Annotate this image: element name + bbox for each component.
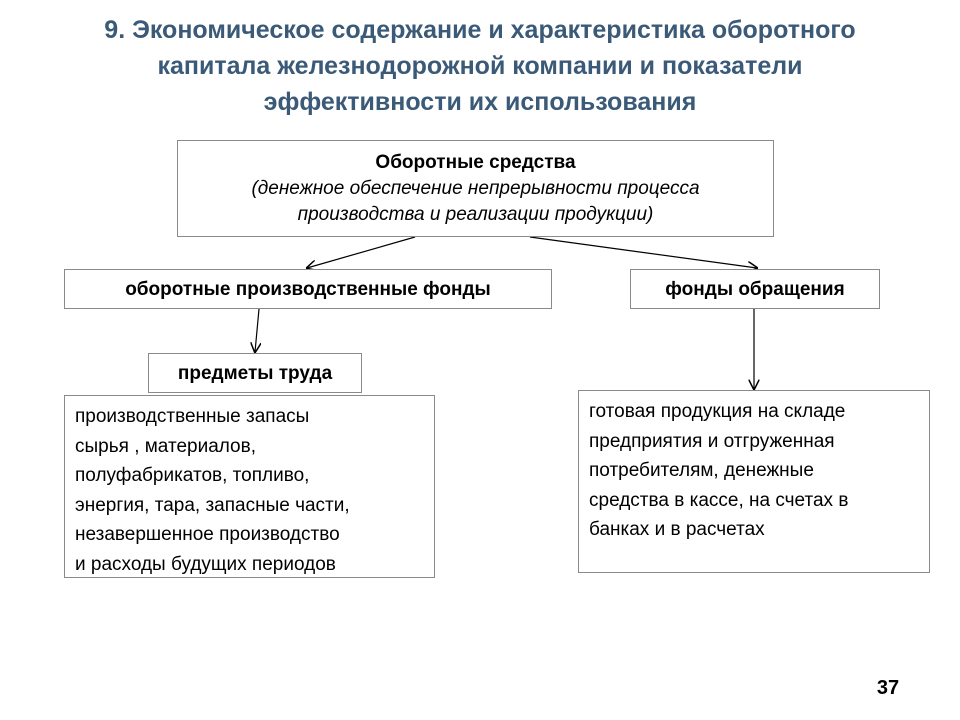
root-node-title: Оборотные средства xyxy=(375,152,576,173)
left-item-5: незавершенное производство xyxy=(75,524,340,545)
left-item-4: энергия, тара, запасные части, xyxy=(75,494,350,516)
right-item-1: готовая продукция на складе xyxy=(589,401,846,422)
mid-node-box: предметы труда xyxy=(148,353,362,393)
arrow-root-to-left xyxy=(307,237,415,268)
right-node-box: фонды обращения xyxy=(630,269,880,309)
title-line-3: эффективности их использования xyxy=(263,88,697,116)
right-item-5: банках и в расчетах xyxy=(589,519,765,540)
title-line-1: 9. Экономическое содержание и характеристика оборотного xyxy=(104,16,856,44)
left-item-2: сырья , материалов, xyxy=(75,435,257,457)
right-items-box xyxy=(578,390,930,573)
left-node-box: оборотные производственные фонды xyxy=(64,269,552,309)
right-item-3: потребителям, денежные xyxy=(589,460,814,481)
root-node-description xyxy=(178,176,773,228)
right-item-2: предприятия и отгруженная xyxy=(589,430,835,452)
left-item-3: полуфабрикатов, топливо, xyxy=(75,465,310,486)
root-desc-line-2: производства и реализации продукции) xyxy=(297,204,654,225)
left-items-box xyxy=(64,395,435,578)
arrow-left-to-mid xyxy=(255,309,259,352)
left-item-6: и расходы будущих периодов xyxy=(75,553,336,575)
page-number: 37 xyxy=(876,677,900,699)
arrow-root-to-right xyxy=(530,237,757,268)
root-node-box xyxy=(177,140,774,237)
right-item-4: средства в кассе, на счетах в xyxy=(589,489,849,511)
title-line-2: капитала железнодорожной компании и показатели xyxy=(157,52,803,80)
root-desc-line-1: (денежное обеспечение непрерывности процесса xyxy=(251,178,700,199)
left-item-1: производственные запасы xyxy=(75,406,310,427)
